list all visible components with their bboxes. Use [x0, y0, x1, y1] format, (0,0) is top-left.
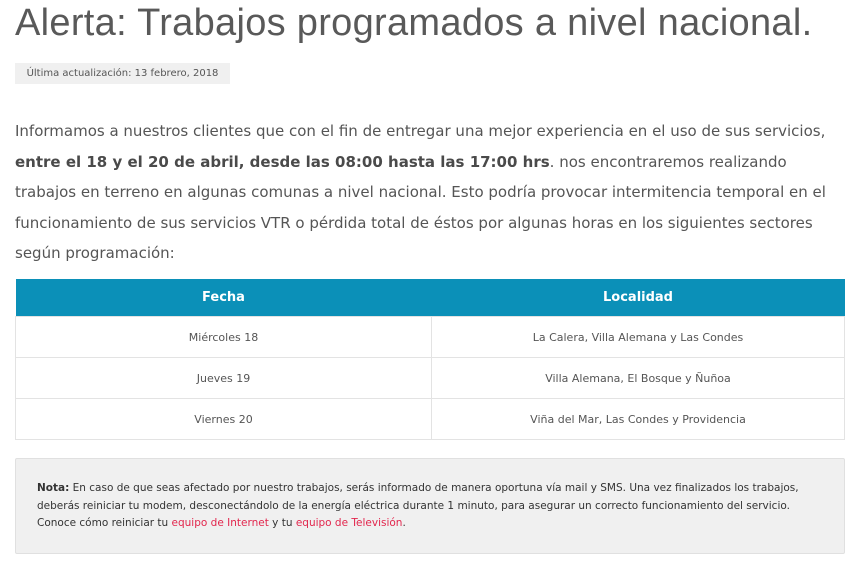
intro-date-range: entre el 18 y el 20 de abril, desde las 08:00 hasta las 17:00 hrs [15, 152, 550, 171]
internet-equipment-link[interactable]: equipo de Internet [171, 517, 269, 530]
intro-paragraph [15, 116, 850, 269]
table-row [16, 317, 845, 358]
cell-date: Viernes 20 [16, 399, 432, 440]
cell-location: Viña del Mar, Las Condes y Providencia [432, 399, 845, 440]
note-text-end: . [402, 517, 406, 530]
tv-equipment-link[interactable]: equipo de Televisión [295, 517, 403, 530]
table-row [16, 399, 845, 440]
header-localidad: Localidad [432, 279, 845, 317]
last-updated-badge: Última actualización: 13 febrero, 2018 [15, 63, 230, 84]
schedule-table [15, 279, 845, 440]
intro-text-start: Informamos a nuestros clientes que con el fin de entregar una mejor experiencia en el uso de sus servicios, [15, 122, 826, 140]
cell-date: Jueves 19 [16, 358, 432, 399]
cell-location: La Calera, Villa Alemana y Las Condes [432, 317, 845, 358]
note-text: En caso de que seas afectado por nuestro trabajos, serás informado de manera oportuna vía mail y SMS. Una vez finalizados los trabajos, deberás reiniciar tu modem, desconectándolo de la energía eléctrica durante 1 minuto, para asegurar un correcto funcionamiento del servicio. Conoce cómo reiniciar tu [37, 482, 799, 530]
table-header-row [16, 279, 845, 317]
cell-location: Villa Alemana, El Bosque y Ñuñoa [432, 358, 845, 399]
note-label: Nota: [37, 482, 70, 494]
header-fecha: Fecha [16, 279, 432, 317]
table-row [16, 358, 845, 399]
cell-date: Miércoles 18 [16, 317, 432, 358]
page-title: Alerta: Trabajos programados a nivel nacional. [15, 2, 813, 44]
note-text-connector: y tu [268, 517, 296, 530]
intro-text-end: . nos encontraremos realizando trabajos en terreno en algunas comunas a nivel nacional. Esto podría provocar intermitencia temporal en el funcionamiento de sus servicios VTR o pérdida total de éstos por algunas horas en los siguientes sectores según programación: [15, 152, 826, 262]
note-box [15, 458, 845, 554]
